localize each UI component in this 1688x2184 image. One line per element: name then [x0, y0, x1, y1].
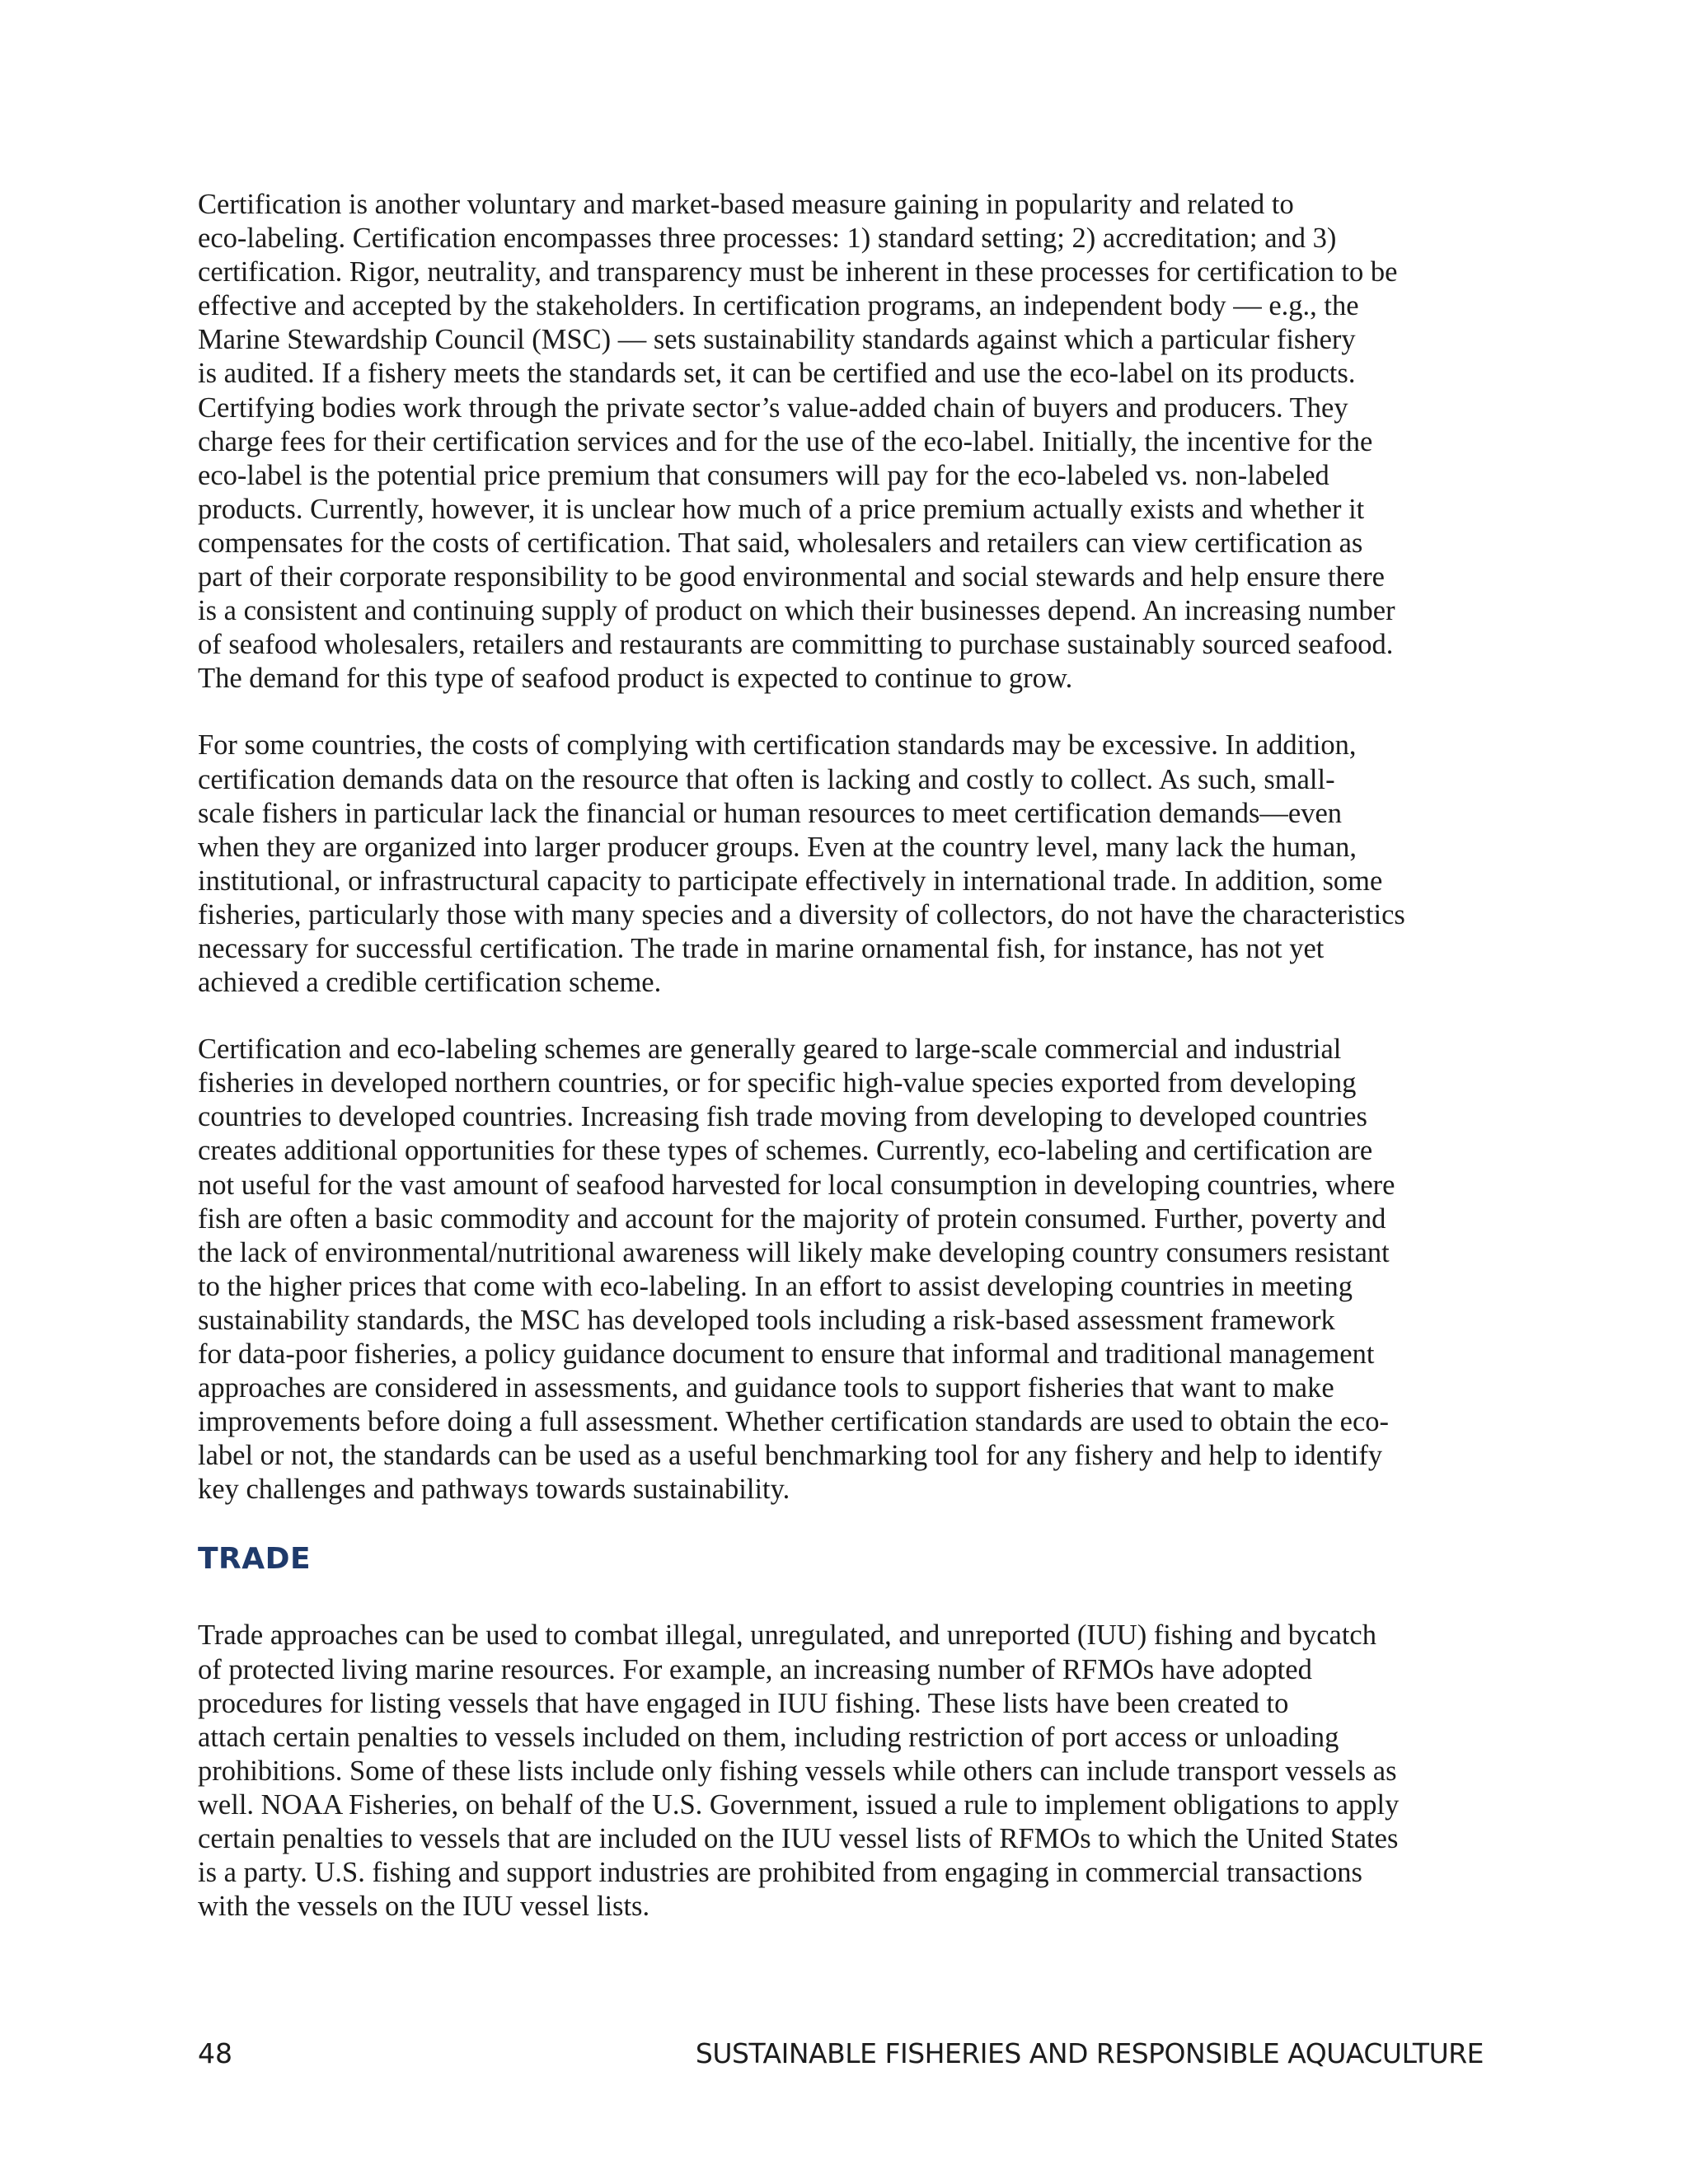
running-title: SUSTAINABLE FISHERIES AND RESPONSIBLE AQUACULTURE	[695, 2037, 1484, 2069]
section-heading-trade: TRADE	[198, 1542, 312, 1577]
page-body	[198, 188, 1484, 1924]
paragraph-compliance-costs: For some countries, the costs of complying with certification standards may be excessive. In addition, certification demands data on the resource that often is lacking and costly to collect. As such, small- scale fishers in particular lack the financial or human resources to meet certification demands—even when they are organized into larger producer groups. Even at the country level, many lack the human, institutional, or infrastructural capacity to participate effectively in international trade. In addition, some fisheries, particularly those with many species and a diversity of collectors, do not have the characteristics necessary for successful certification. The trade in marine ornamental fish, for instance, has not yet achieved a credible certification scheme.	[198, 729, 1405, 999]
paragraph-eco-labeling-schemes: Certification and eco-labeling schemes are generally geared to large-scale commercial and industrial fisheries in developed northern countries, or for specific high-value species exported from developing countries to developed countries. Increasing fish trade moving from developing to developed countries creates additional opportunities for these types of schemes. Currently, eco-labeling and certification are not useful for the vast amount of seafood harvested for local consumption in developing countries, where fish are often a basic commodity and account for the majority of protein consumed. Further, poverty and the lack of environmental/nutritional awareness will likely make developing country consumers resistant to the higher prices that come with eco-labeling. In an effort to assist developing countries in meeting sustainability standards, the MSC has developed tools including a risk-based assessment framework for data-poor fisheries, a policy guidance document to ensure that informal and traditional management approaches are considered in assessments, and guidance tools to support fisheries that want to make improvements before doing a full assessment. Whether certification standards are used to obtain the eco- label or not, the standards can be used as a useful benchmarking tool for any fishery and help to identify key challenges and pathways towards sustainability.	[198, 1033, 1395, 1506]
page-number: 48	[198, 2037, 232, 2069]
paragraph-trade-approaches: Trade approaches can be used to combat illegal, unregulated, and unreported (IUU) fishing and bycatch of protected living marine resources. For example, an increasing number of RFMOs have adopted procedures for listing vessels that have engaged in IUU fishing. These lists have been created to attach certain penalties to vessels included on them, including restriction of port access or unloading prohibitions. Some of these lists include only fishing vessels while others can include transport vessels as well. NOAA Fisheries, on behalf of the U.S. Government, issued a rule to implement obligations to apply certain penalties to vessels that are included on the IUU vessel lists of RFMOs to which the United States is a party. U.S. fishing and support industries are prohibited from engaging in commercial transactions with the vessels on the IUU vessel lists.	[198, 1619, 1400, 1923]
paragraph-certification: Certification is another voluntary and market-based measure gaining in popularity and related to eco-labeling. Certification encompasses three processes: 1) standard setting; 2) accreditation; and 3) certification. Rigor, neutrality, and transparency must be inherent in these processes for certification to be effective and accepted by the stakeholders. In certification programs, an independent body — e.g., the Marine Stewardship Council (MSC) — sets sustainability standards against which a particular fishery is audited. If a fishery meets the standards set, it can be certified and use the eco-label on its products. Certifying bodies work through the private sector’s value-added chain of buyers and producers. They charge fees for their certification services and for the use of the eco-label. Initially, the incentive for the eco-label is the potential price premium that consumers will pay for the eco-labeled vs. non-labeled products. Currently, however, it is unclear how much of a price premium actually exists and whether it compensates for the costs of certification. That said, wholesalers and retailers can view certification as part of their corporate responsibility to be good environmental and social stewards and help ensure there is a consistent and continuing supply of product on which their businesses depend. An increasing number of seafood wholesalers, retailers and restaurants are committing to purchase sustainably sourced seafood. The demand for this type of seafood product is expected to continue to grow.	[198, 189, 1398, 695]
page-footer	[198, 2036, 1484, 2072]
